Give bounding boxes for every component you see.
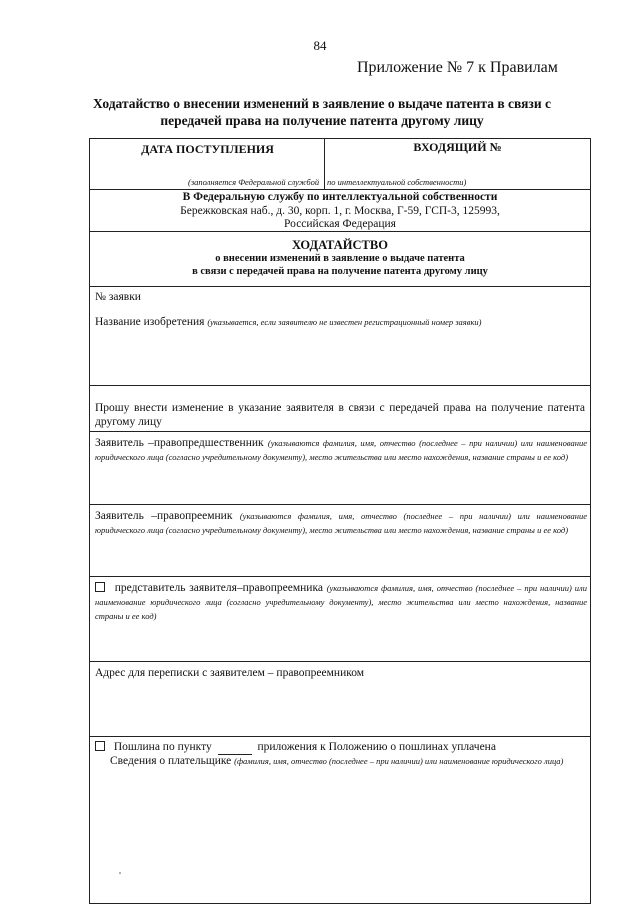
incoming-number-label: ВХОДЯЩИЙ № bbox=[413, 140, 502, 154]
document-title: Ходатайство о внесении изменений в заявление о выдаче патента в связи с передачей права на получение патента другому лицу bbox=[93, 96, 551, 128]
fee-appendix-label: приложения к Положению о пошлинах уплачена bbox=[257, 741, 496, 753]
addressee-line-2: Бережковская наб., д. 30, корп. 1, г. Москва, Г-59, ГСП-3, 125993, bbox=[180, 205, 500, 217]
fee-paid-checkbox[interactable] bbox=[95, 741, 105, 751]
header-divider bbox=[324, 139, 325, 189]
divider bbox=[90, 189, 590, 190]
divider bbox=[90, 431, 590, 432]
payer-info-label: Сведения о плательщике bbox=[110, 755, 232, 767]
petition-form bbox=[89, 138, 591, 904]
invention-name-field[interactable] bbox=[95, 315, 482, 329]
addressee-line-3: Российская Федерация bbox=[284, 218, 396, 230]
successor-note: (указываются фамилия, имя, отчество (последнее – при наличии) или наименование юридического лица (согласно учредительному документу), место жительства или место нахождения, название страны и ее код) bbox=[95, 511, 588, 535]
representative-label: представитель заявителя–правопреемника bbox=[114, 582, 323, 594]
predecessor-note: (указываются фамилия, имя, отчество (последнее – при наличии) или наименование юридического лица (согласно учредительному документу), место жительства или место нахождения, название страны и ее код) bbox=[95, 438, 587, 462]
representative-checkbox[interactable] bbox=[95, 582, 105, 592]
scan-speck bbox=[119, 872, 121, 874]
appendix-reference: Приложение № 7 к Правилам bbox=[357, 59, 558, 76]
invention-name-note: (указывается, если заявителю не известен регистрационный номер заявки) bbox=[207, 317, 482, 327]
representative-field[interactable] bbox=[95, 581, 587, 623]
addressee-line-1: В Федеральную службу по интеллектуальной собственности bbox=[182, 191, 498, 203]
invention-name-label: Название изобретения bbox=[95, 316, 205, 328]
divider bbox=[90, 385, 590, 386]
divider bbox=[90, 661, 590, 662]
correspondence-address-label: Адрес для переписки с заявителем – правопреемником bbox=[95, 667, 365, 679]
representative-note: (указываются фамилия, имя, отчество (последнее – при наличии) или наименование юридического лица (согласно учредительному документу), место жительства или место нахождения, название страны и ее код) bbox=[95, 583, 588, 621]
predecessor-field[interactable] bbox=[95, 436, 587, 464]
divider bbox=[90, 286, 590, 287]
payer-info-field[interactable] bbox=[110, 754, 588, 768]
registration-note-left: (заполняется Федеральной службой bbox=[188, 177, 320, 187]
payer-info-note: (фамилия, имя, отчество (последнее – при наличии) или наименование юридического лица) bbox=[234, 756, 564, 766]
date-received-label: ДАТА ПОСТУПЛЕНИЯ bbox=[141, 142, 274, 156]
petition-subtitle-1: о внесении изменений в заявление о выдаче патента bbox=[215, 253, 465, 264]
application-number-label: № заявки bbox=[95, 291, 141, 303]
fee-paragraph-label: Пошлина по пункту bbox=[113, 741, 212, 753]
successor-label: Заявитель –правопреемник bbox=[95, 510, 233, 522]
successor-field[interactable] bbox=[95, 509, 587, 537]
divider bbox=[90, 504, 590, 505]
divider bbox=[90, 576, 590, 577]
divider bbox=[90, 736, 590, 737]
registration-note-right: по интеллектуальной собственности) bbox=[327, 177, 467, 187]
petition-subtitle-2: в связи с передачей права на получение патента другому лицу bbox=[192, 266, 488, 277]
request-text: Прошу внести изменение в указание заявителя в связи с передачей права на получение патента другому лицу bbox=[95, 402, 585, 428]
fee-paid-field[interactable] bbox=[95, 740, 496, 755]
predecessor-label: Заявитель –правопредшественник bbox=[95, 437, 264, 449]
petition-heading: ХОДАТАЙСТВО bbox=[292, 238, 388, 252]
page-number: 84 bbox=[313, 38, 327, 53]
fee-paragraph-blank[interactable] bbox=[218, 740, 252, 755]
divider bbox=[90, 231, 590, 232]
